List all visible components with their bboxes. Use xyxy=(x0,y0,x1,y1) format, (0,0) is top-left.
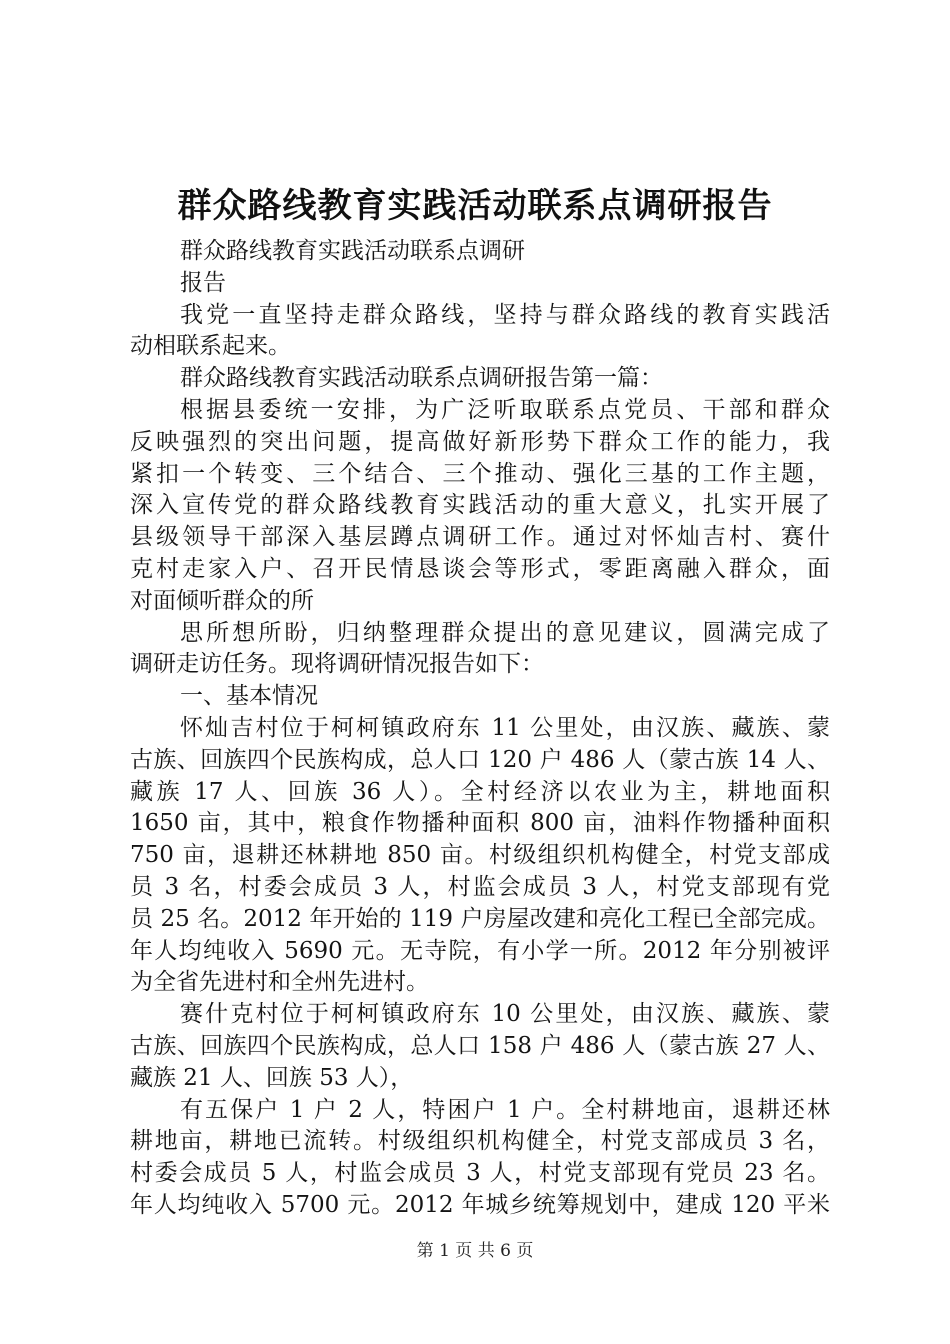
text-line: 赛什克村位于柯柯镇政府东 10 公里处，由汉族、藏族、蒙 xyxy=(180,1001,830,1028)
document-title: 群众路线教育实践活动联系点调研报告 xyxy=(177,186,773,226)
text-line: 员 25 名。2012 年开始的 119 户房屋改建和亮化工程已全部完成。 xyxy=(130,905,830,932)
page-footer: 第 1 页 共 6 页 xyxy=(416,1241,534,1261)
document-body xyxy=(130,236,830,1222)
text-line: 调研走访任务。现将调研情况报告如下： xyxy=(130,651,544,678)
text-line: 藏族 17 人、回族 36 人）。全村经济以农业为主，耕地面积 xyxy=(130,778,830,805)
text-line: 克村走家入户、召开民情恳谈会等形式，零距离融入群众，面 xyxy=(130,555,830,582)
text-line: 反映强烈的突出问题，提高做好新形势下群众工作的能力，我 xyxy=(130,428,830,455)
text-line: 村委会成员 5 人，村监会成员 3 人，村党支部现有党员 23 名。 xyxy=(130,1160,830,1187)
text-line: 群众路线教育实践活动联系点调研 xyxy=(180,238,525,264)
text-line: 员 3 名，村委会成员 3 人，村监会成员 3 人，村党支部现有党 xyxy=(130,873,830,900)
text-line: 思所想所盼，归纳整理群众提出的意见建议，圆满完成了 xyxy=(180,619,830,646)
text-line: 群众路线教育实践活动联系点调研报告第一篇： xyxy=(180,365,663,392)
text-line: 1650 亩，其中，粮食作物播种面积 800 亩，油料作物播种面积 xyxy=(130,810,830,837)
text-line: 年人均纯收入 5700 元。2012 年城乡统筹规划中，建成 120 平米 xyxy=(130,1191,830,1218)
text-line: 我党一直坚持走群众路线，坚持与群众路线的教育实践活 xyxy=(180,301,830,328)
text-line: 报告 xyxy=(180,269,226,296)
text-line: 紧扣一个转变、三个结合、三个推动、强化三基的工作主题， xyxy=(130,460,830,487)
text-line: 怀灿吉村位于柯柯镇政府东 11 公里处，由汉族、藏族、蒙 xyxy=(180,714,830,741)
text-line: 藏族 21 人、回族 53 人）， xyxy=(130,1064,414,1091)
text-line: 深入宣传党的群众路线教育实践活动的重大意义，扎实开展了 xyxy=(130,492,830,519)
text-line: 为全省先进村和全州先进村。 xyxy=(130,969,429,996)
text-line: 一、基本情况 xyxy=(180,683,318,710)
text-line: 对面倾听群众的所 xyxy=(130,587,314,614)
text-line: 动相联系起来。 xyxy=(130,333,291,360)
text-line: 耕地亩，耕地已流转。村级组织机构健全，村党支部成员 3 名， xyxy=(130,1128,830,1155)
text-line: 有五保户 1 户 2 人，特困户 1 户。全村耕地亩，退耕还林 xyxy=(180,1096,830,1123)
text-line: 古族、回族四个民族构成，总人口 158 户 486 人（蒙古族 27 人、 xyxy=(130,1032,830,1059)
text-line: 根据县委统一安排，为广泛听取联系点党员、干部和群众 xyxy=(180,396,830,423)
text-line: 750 亩，退耕还林耕地 850 亩。村级组织机构健全，村党支部成 xyxy=(130,842,830,869)
text-line: 年人均纯收入 5690 元。无寺院，有小学一所。2012 年分别被评 xyxy=(130,937,830,964)
text-line: 县级领导干部深入基层蹲点调研工作。通过对怀灿吉村、赛什 xyxy=(130,524,830,551)
text-line: 古族、回族四个民族构成，总人口 120 户 486 人（蒙古族 14 人、 xyxy=(130,746,830,773)
